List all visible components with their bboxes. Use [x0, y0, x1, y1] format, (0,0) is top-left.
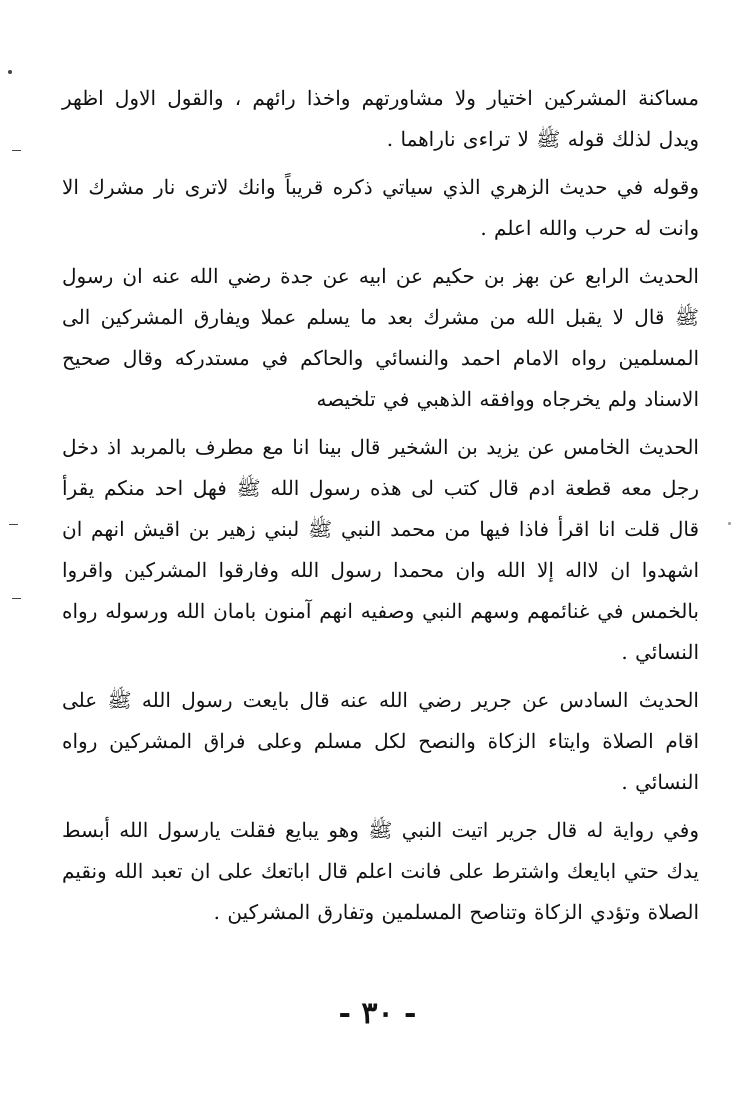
paragraph-5: الحديث السادس عن جرير رضي الله عنه قال بايعت رسول الله ﷺ على اقام الصلاة وايتاء الزكاة والنصح لكل مسلم وعلى فراق المشركين رواه النسائي . [62, 688, 700, 794]
paragraph-6: وفي رواية له قال جرير اتيت النبي ﷺ وهو يبايع فقلت يارسول الله أبسط يدك حتي ابايعك واشترط على فانت اعلم قال اباتعك على ان تعبد الله ونقيم الصلاة وتؤدي الزكاة وتناصح المسلمين وتفارق المشركين . [62, 818, 699, 924]
text-column [62, 78, 699, 933]
paragraph-2: وقوله في حديث الزهري الذي سياتي ذكره قريباً وانك لاترى نار مشرك الا وانت له حرب والله اعلم . [62, 175, 699, 240]
paragraph-1: مساكنة المشركين اختيار ولا مشاورتهم واخذا رائهم ، والقول الاول اظهر ويدل لذلك قوله ﷺ لا تراءى ناراهما . [62, 86, 699, 151]
paragraph-3: الحديث الرابع عن بهز بن حكيم عن ابيه عن جدة رضي الله عنه ان رسول ﷺ قال لا يقبل الله من مشرك بعد ما يسلم عملا ويفارق المشركين الى المسلمين رواه الامام احمد والنسائي والحاكم في مستدركه وقال صحيح الاسناد ولم يخرجاه ووافقه الذهبي في تلخيصه [62, 264, 699, 411]
paragraph-4: الحديث الخامس عن يزيد بن الشخير قال بينا انا مع مطرف بالمربد اذ دخل رجل معه قطعة ادم قال كتب لى هذه رسول الله ﷺ فهل احد منكم يقرأ قال قلت انا اقرأ فاذا فيها من محمد النبي ﷺ لبني زهير بن اقيش انهم ان اشهدوا ان لااله إلا الله وان محمدا رسول الله وفارقوا المشركين واقروا بالخمس في غنائمهم وسهم النبي وصفيه انهم آمنون بامان الله ورسوله رواه النسائي . [62, 435, 700, 664]
margin-dash [9, 524, 18, 525]
margin-dot [8, 70, 12, 74]
page-number: - ٣٠ - [338, 996, 417, 1031]
margin-dot [728, 522, 731, 525]
margin-dash [12, 150, 21, 151]
margin-dash [12, 598, 21, 599]
